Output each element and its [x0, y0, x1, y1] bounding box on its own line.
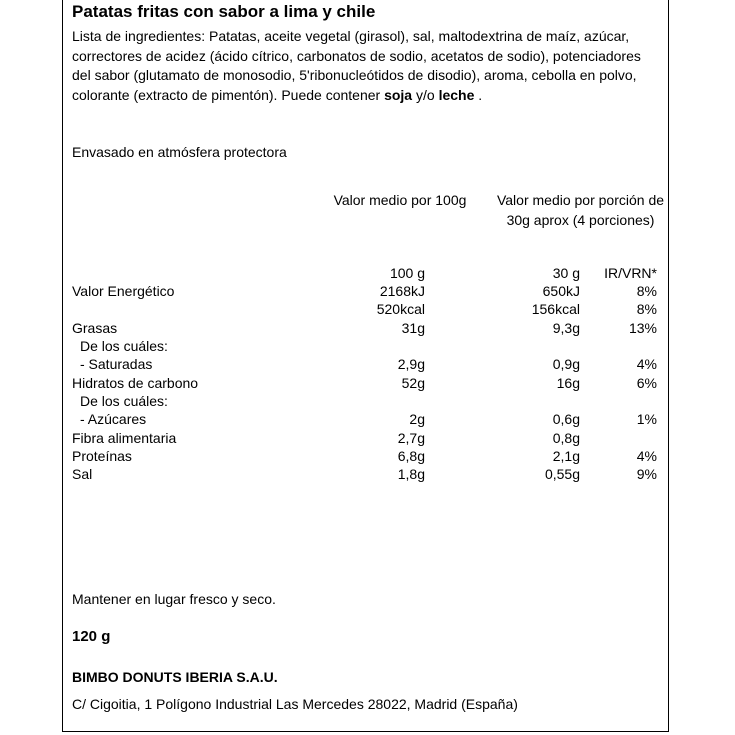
table-row — [0, 300, 735, 318]
allergen-soja: soja — [384, 86, 413, 103]
ingredients-end: . — [474, 86, 483, 103]
storage-instructions: Mantener en lugar fresco y seco. — [72, 591, 276, 607]
row-portion: 0,55g — [544, 466, 580, 482]
row-label: De los cuáles: — [80, 338, 168, 354]
row-portion: 0,6g — [552, 411, 580, 427]
row-label: De los cuáles: — [80, 393, 168, 409]
table-row — [0, 392, 735, 410]
ingredients-connector: y/o — [412, 86, 439, 103]
subheader-portion: 30 g — [552, 265, 580, 281]
row-portion: 0,8g — [552, 430, 580, 446]
row-per100: 52g — [401, 375, 425, 391]
row-ir: 4% — [636, 448, 657, 464]
row-per100: 6,8g — [397, 448, 425, 464]
net-weight: 120 g — [72, 628, 111, 645]
row-ir: 6% — [636, 375, 657, 391]
row-portion: 9,3g — [552, 320, 580, 336]
ingredients-text: Lista de ingredientes: Patatas, aceite vegetal (girasol), sal, maltodextrina de maíz, azúcar, correctores de acidez (ácido cítrico, carbonatos de sodio, acetatos de sodio), potenciadores del sabor (glutamato de monosodio, 5'ribonucleótidos de disodio), aroma, cebolla en polvo, colorante (extracto de pimentón). Puede contener — [72, 28, 641, 103]
packaging-note: Envasado en atmósfera protectora — [72, 144, 287, 160]
company-address: C/ Cigoitia, 1 Polígono Industrial Las Mercedes 28022, Madrid (España) — [72, 696, 518, 712]
row-portion: 650kJ — [542, 283, 580, 299]
row-ir: 4% — [636, 356, 657, 372]
row-label: Proteínas — [72, 448, 132, 464]
row-per100: 31g — [401, 320, 425, 336]
row-per100: 520kcal — [376, 301, 425, 317]
row-label: Grasas — [72, 320, 118, 336]
row-ir: 13% — [628, 320, 657, 336]
table-row — [0, 410, 735, 428]
row-portion: 156kcal — [531, 301, 580, 317]
row-per100: 1,8g — [397, 466, 425, 482]
row-ir: 8% — [636, 283, 657, 299]
row-ir: 8% — [636, 301, 657, 317]
table-row — [0, 355, 735, 373]
table-row — [0, 465, 735, 483]
table-row — [0, 429, 735, 447]
row-label: Hidratos de carbono — [72, 375, 199, 391]
subheader-100g: 100 g — [389, 265, 425, 281]
row-label: - Azúcares — [80, 411, 147, 427]
row-per100: 2g — [409, 411, 425, 427]
table-row — [0, 447, 735, 465]
row-per100: 2168kJ — [379, 283, 425, 299]
table-row — [0, 337, 735, 355]
row-portion: 16g — [556, 375, 580, 391]
allergen-leche: leche — [438, 86, 475, 103]
row-label: - Saturadas — [80, 356, 153, 372]
row-label: Sal — [72, 466, 93, 482]
row-per100: 2,7g — [397, 430, 425, 446]
row-label: Valor Energético — [72, 283, 175, 299]
table-row — [0, 282, 735, 300]
subheader-ir: IR/VRN* — [604, 265, 657, 281]
company-name: BIMBO DONUTS IBERIA S.A.U. — [72, 669, 278, 685]
header-per-portion: Valor medio por porción de 30g aprox (4 porciones) — [496, 192, 665, 228]
row-ir: 9% — [636, 466, 657, 482]
table-subheader — [0, 264, 735, 282]
row-portion: 0,9g — [552, 356, 580, 372]
table-row — [0, 319, 735, 337]
header-per-100g: Valor medio por 100g — [333, 192, 467, 208]
product-title: Patatas fritas con sabor a lima y chile — [72, 2, 376, 21]
row-ir: 1% — [636, 411, 657, 427]
row-per100: 2,9g — [397, 356, 425, 372]
ingredients-list — [72, 27, 662, 105]
table-row — [0, 374, 735, 392]
row-portion: 2,1g — [552, 448, 580, 464]
row-label: Fibra alimentaria — [72, 430, 177, 446]
